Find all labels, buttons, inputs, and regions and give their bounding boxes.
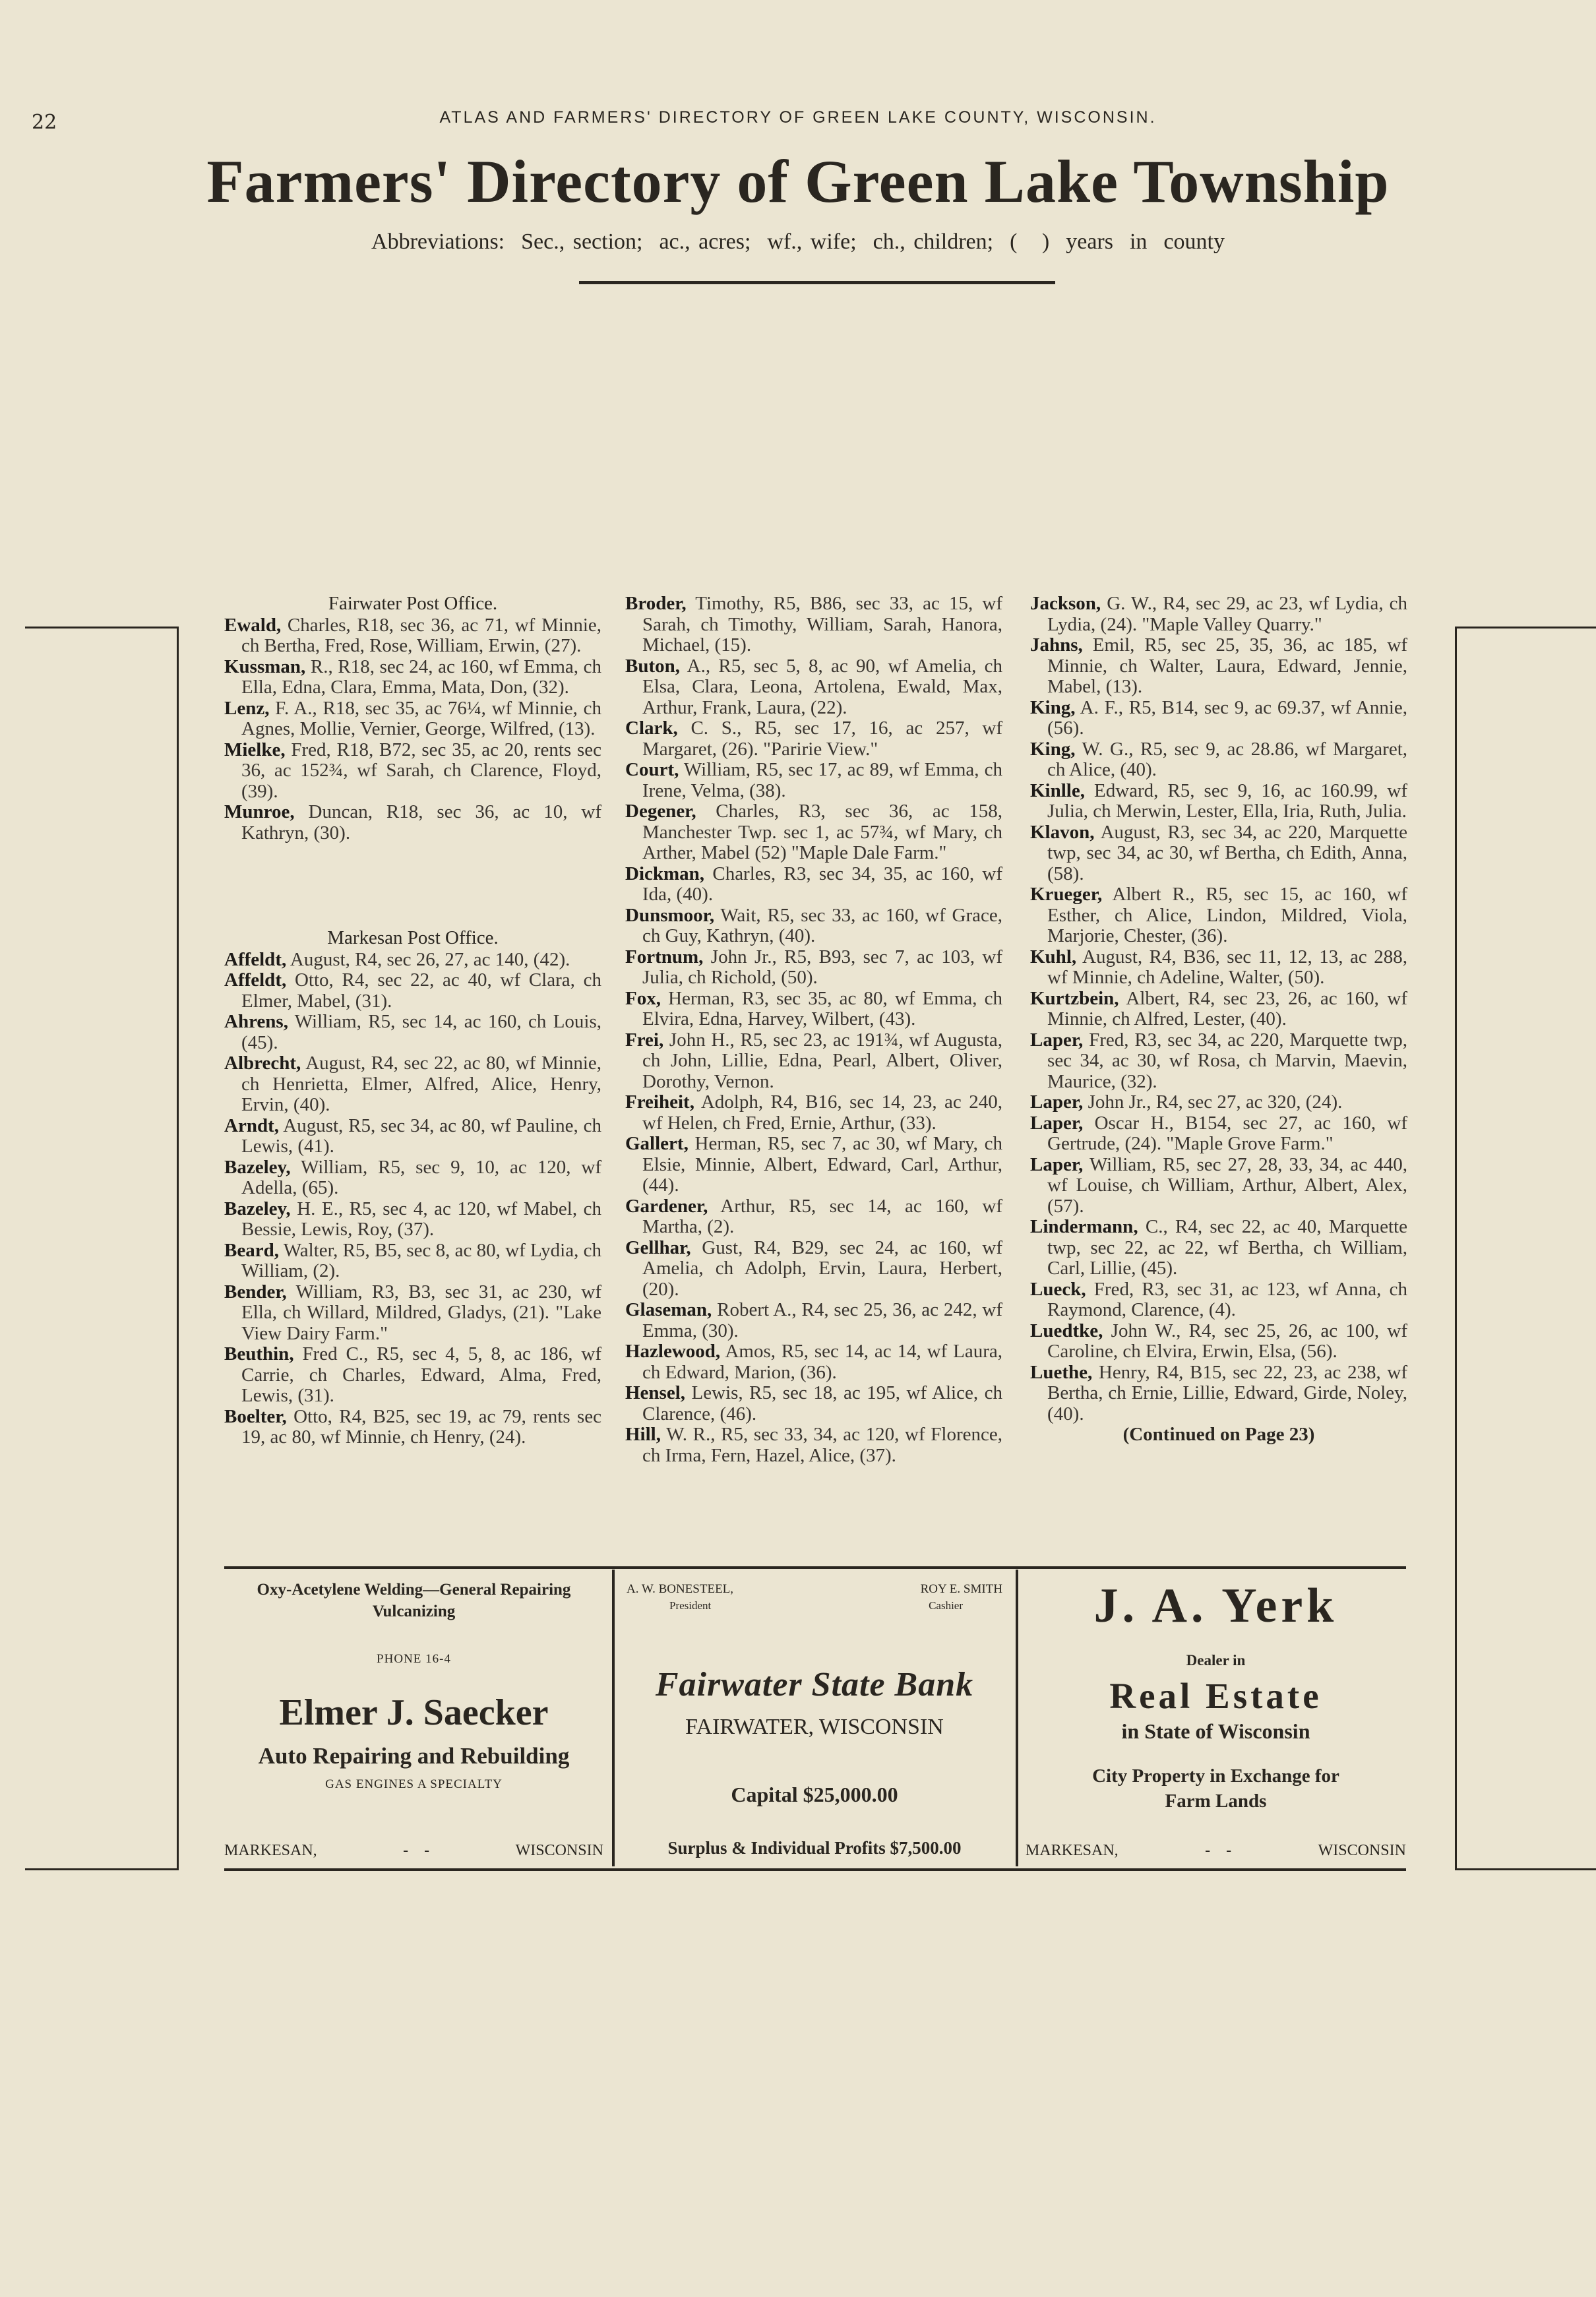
directory-entry: [625, 989, 1002, 1030]
entry-details: August, R4, sec 22, ac 80, wf Minnie, ch Henrietta, Elmer, Alfred, Alice, Henry, Ervin, (40).: [241, 1053, 601, 1115]
farmer-surname: Gallert,: [625, 1133, 689, 1154]
farmer-surname: Ewald,: [224, 614, 282, 636]
directory-entry: [1030, 1321, 1407, 1363]
right-margin-bracket: [1455, 627, 1596, 1870]
ad-business-line: Auto Repairing and Rebuilding: [258, 1743, 570, 1769]
directory-entry: [224, 740, 601, 803]
bank-cashier-title: Cashier: [929, 1599, 963, 1612]
farmer-surname: Luethe,: [1030, 1361, 1093, 1383]
directory-entry: [224, 1053, 601, 1116]
directory-entry: [1030, 989, 1407, 1030]
bank-cashier: ROY E. SMITH: [920, 1582, 1002, 1596]
entry-details: W. R., R5, sec 33, 34, ac 120, wf Florence, ch Irma, Fern, Hazel, Alice, (37).: [642, 1424, 1002, 1466]
ad-business-name: J. A. Yerk: [1093, 1579, 1338, 1633]
bank-president: A. W. BONESTEEL,: [627, 1582, 734, 1596]
entry-details: C., R4, sec 22, ac 40, Marquette twp, sec 22, ac 22, wf Bertha, ch William, Carl, Lillie, (45).: [1047, 1216, 1407, 1279]
directory-entry: [1030, 947, 1407, 989]
page-title: Farmers' Directory of Green Lake Township: [206, 148, 1390, 215]
ad-address: [224, 1842, 603, 1860]
entry-details: Wait, R5, sec 33, ac 160, wf Grace, ch Guy, Kathryn, (40).: [642, 904, 1002, 946]
directory-entry: [625, 905, 1002, 947]
farmer-surname: Jackson,: [1030, 593, 1101, 614]
directory-entry: [625, 947, 1002, 989]
directory-entry: [224, 1116, 601, 1157]
farmer-surname: Laper,: [1030, 1153, 1084, 1175]
farmer-surname: Boelter,: [224, 1405, 287, 1427]
ad-dash: - -: [1205, 1842, 1232, 1859]
entry-details: Arthur, R5, sec 14, ac 160, wf Martha, (2).: [642, 1195, 1002, 1237]
entry-details: Fred, R3, sec 31, ac 123, wf Anna, ch Raymond, Clarence, (4).: [1047, 1278, 1407, 1320]
farmer-surname: Klavon,: [1030, 821, 1095, 843]
farmer-surname: Beard,: [224, 1239, 279, 1261]
directory-entry: [625, 1424, 1002, 1466]
directory-entry: [1030, 698, 1407, 739]
entry-details: Robert A., R4, sec 25, 36, ac 242, wf Emma, (30).: [642, 1299, 1002, 1341]
bank-capital: Capital $25,000.00: [731, 1783, 898, 1806]
farmer-surname: Glaseman,: [625, 1299, 712, 1320]
directory-entry: [625, 1341, 1002, 1383]
entry-details: August, R4, sec 26, 27, ac 140, (42).: [286, 948, 570, 970]
farmer-surname: Munroe,: [224, 801, 295, 822]
entry-details: G. W., R4, sec 29, ac 23, wf Lydia, ch Lydia, (24). "Maple Valley Quarry.": [1047, 593, 1407, 635]
farmer-surname: Dunsmoor,: [625, 904, 715, 926]
directory-entry: [224, 1282, 601, 1345]
farmer-surname: Kuhl,: [1030, 946, 1077, 967]
entry-details: Walter, R5, B5, sec 8, ac 80, wf Lydia, ch William, (2).: [241, 1239, 601, 1281]
entry-details: August, R4, B36, sec 11, 12, 13, ac 288, wf Minnie, ch Adeline, Walter, (50).: [1047, 946, 1407, 988]
farmer-surname: Laper,: [1030, 1091, 1084, 1113]
farmer-surname: Laper,: [1030, 1029, 1084, 1051]
saecker-advertisement: [224, 1573, 603, 1866]
ad-divider: [612, 1570, 615, 1866]
ad-business-line: Real Estate: [1109, 1676, 1322, 1716]
directory-entry: [224, 802, 601, 843]
ad-services-line: Vulcanizing: [372, 1603, 456, 1620]
farmer-surname: Frei,: [625, 1029, 664, 1051]
entry-details: H. E., R5, sec 4, ac 120, wf Mabel, ch Bessie, Lewis, Roy, (37).: [241, 1198, 601, 1240]
directory-entry: [1030, 1092, 1407, 1113]
entry-details: Duncan, R18, sec 36, ac 10, wf Kathryn, (30).: [241, 801, 601, 843]
ad-phone: PHONE 16-4: [377, 1652, 451, 1666]
entry-details: Otto, R4, sec 22, ac 40, wf Clara, ch Elmer, Mabel, (31).: [241, 969, 601, 1012]
farmer-surname: Freiheit,: [625, 1091, 694, 1113]
directory-entry: [1030, 635, 1407, 698]
entry-details: Timothy, R5, B86, sec 33, ac 15, wf Sarah, ch Timothy, William, Sarah, Hanora, Michael, (15).: [642, 593, 1002, 656]
farmer-surname: Albrecht,: [224, 1053, 301, 1074]
directory-entry: [625, 760, 1002, 801]
farmer-surname: Dickman,: [625, 863, 705, 884]
entry-details: Albert, R4, sec 23, 26, ac 160, wf Minnie, ch Alfred, Lester, (40).: [1047, 987, 1407, 1029]
farmer-surname: King,: [1030, 696, 1076, 718]
directory-entry: [224, 970, 601, 1012]
farmer-surname: Bazeley,: [224, 1198, 291, 1219]
entry-details: Fred, R18, B72, sec 35, ac 20, rents sec 36, ac 152¾, wf Sarah, ch Clarence, Floyd, (39).: [241, 739, 601, 802]
farmer-surname: King,: [1030, 738, 1076, 760]
farmer-surname: Ahrens,: [224, 1011, 288, 1032]
farmer-surname: Hazlewood,: [625, 1341, 721, 1362]
farmer-surname: Clark,: [625, 718, 678, 739]
entry-details: Otto, R4, B25, sec 19, ac 79, rents sec 19, ac 80, wf Minnie, ch Henry, (24).: [241, 1405, 601, 1448]
directory-entry: [1030, 1113, 1407, 1155]
farmer-surname: Kinlle,: [1030, 780, 1085, 801]
directory-entry: [1030, 1363, 1407, 1425]
farmer-surname: Degener,: [625, 801, 696, 822]
entry-details: R., R18, sec 24, ac 160, wf Emma, ch Ella, Edna, Clara, Emma, Mata, Don, (32).: [241, 656, 601, 698]
ad-divider: [1016, 1570, 1018, 1866]
bank-surplus: Surplus & Individual Profits $7,500.00: [667, 1838, 962, 1858]
entry-details: William, R5, sec 9, 10, ac 120, wf Adella, (65).: [241, 1156, 601, 1198]
directory-entry: [1030, 822, 1407, 885]
farmer-surname: Hensel,: [625, 1382, 686, 1403]
yerk-advertisement: [1026, 1573, 1406, 1866]
directory-entry: [625, 1092, 1002, 1134]
entry-details: Amos, R5, sec 14, ac 14, wf Laura, ch Edward, Marion, (36).: [642, 1341, 1002, 1383]
directory-entry: [625, 594, 1002, 656]
entry-details: William, R5, sec 14, ac 160, ch Louis, (45).: [241, 1011, 601, 1053]
farmer-surname: Buton,: [625, 655, 681, 677]
entry-details: A., R5, sec 5, 8, ac 90, wf Amelia, ch Elsa, Clara, Leona, Artolena, Ewald, Max, Arthur, Frank, Laura, (22).: [642, 655, 1002, 718]
directory-entry: [1030, 781, 1407, 822]
directory-entry: [224, 657, 601, 698]
entry-details: Fred, R3, sec 34, ac 220, Marquette twp, sec 34, ac 30, wf Rosa, ch Marvin, Maevin, Maurice, (32).: [1047, 1029, 1407, 1092]
farmer-surname: Hill,: [625, 1424, 661, 1445]
ad-offer-line: Farm Lands: [1165, 1791, 1267, 1812]
farmer-surname: Lindermann,: [1030, 1216, 1138, 1237]
entry-details: Henry, R4, B15, sec 22, 23, ac 238, wf Bertha, ch Ernie, Lillie, Edward, Girde, Noley, (40).: [1047, 1361, 1407, 1424]
entry-details: John Jr., R5, B93, sec 7, ac 103, wf Julia, ch Richold, (50).: [642, 946, 1002, 988]
directory-entry: [1030, 1030, 1407, 1093]
entry-details: Adolph, R4, B16, sec 14, 23, ac 240, wf Helen, ch Fred, Ernie, Arthur, (33).: [642, 1091, 1002, 1134]
page-number: 22: [32, 111, 57, 134]
entry-details: Charles, R3, sec 34, 35, ac 160, wf Ida, (40).: [642, 863, 1002, 905]
ads-top-rule: [224, 1566, 1406, 1569]
farmer-surname: Jahns,: [1030, 634, 1083, 656]
farmer-surname: Fortnum,: [625, 946, 704, 967]
directory-column-3: [1030, 594, 1407, 1446]
farmer-surname: Krueger,: [1030, 884, 1103, 905]
title-rule: [579, 281, 1055, 284]
entry-details: Gust, R4, B29, sec 24, ac 160, wf Amelia, ch Adolph, Ervin, Laura, Herbert, (20).: [642, 1237, 1002, 1300]
farmer-surname: Kussman,: [224, 656, 306, 677]
entry-details: C. S., R5, sec 17, 16, ac 257, wf Margaret, (26). "Paririe View.": [642, 718, 1002, 760]
directory-entry: [625, 1238, 1002, 1301]
bank-officers: [620, 1582, 1009, 1597]
entry-details: Edward, R5, sec 9, 16, ac 160.99, wf Julia, ch Merwin, Lester, Ella, Iria, Ruth, Julia.: [1047, 780, 1407, 822]
directory-entry: [625, 718, 1002, 760]
farmer-surname: Beuthin,: [224, 1343, 294, 1364]
ad-services-line: Oxy-Acetylene Welding—General Repairing: [257, 1581, 571, 1599]
ad-address: [1026, 1842, 1406, 1860]
bank-advertisement: [620, 1573, 1009, 1866]
farmer-surname: Kurtzbein,: [1030, 987, 1119, 1009]
directory-entry: [1030, 594, 1407, 635]
farmer-surname: Fox,: [625, 987, 661, 1009]
entry-details: Emil, R5, sec 25, 35, 36, ac 185, wf Minnie, ch Walter, Laura, Edward, Jennie, Mabel, (13).: [1047, 634, 1407, 697]
directory-entry: [224, 615, 601, 657]
entry-details: A. F., R5, B14, sec 9, ac 69.37, wf Annie, (56).: [1047, 696, 1407, 739]
directory-entry: [1030, 1279, 1407, 1321]
directory-entry: [625, 1383, 1002, 1424]
directory-entry: [224, 1240, 601, 1282]
directory-entry: [625, 864, 1002, 905]
directory-entry: [1030, 1217, 1407, 1279]
bank-president-title: President: [669, 1599, 712, 1612]
farmer-surname: Gellhar,: [625, 1237, 691, 1258]
directory-entry: [625, 1030, 1002, 1093]
farmer-surname: Luedtke,: [1030, 1320, 1103, 1341]
ad-dash: - -: [403, 1842, 430, 1859]
farmer-surname: Bazeley,: [224, 1156, 291, 1178]
farmer-surname: Affeldt,: [224, 969, 287, 991]
bank-location: FAIRWATER, WISCONSIN: [685, 1715, 944, 1739]
directory-entry: [224, 1344, 601, 1407]
post-office-heading: Markesan Post Office.: [327, 927, 499, 948]
farmer-surname: Court,: [625, 759, 679, 780]
entry-details: Charles, R18, sec 36, ac 71, wf Minnie, ch Bertha, Fred, Rose, William, Erwin, (27).: [241, 614, 601, 656]
entry-details: W. G., R5, sec 9, ac 28.86, wf Margaret, ch Alice, (40).: [1047, 738, 1407, 780]
entry-details: Albert R., R5, sec 15, ac 160, wf Esther, ch Alice, Lindon, Mildred, Viola, Marjorie, Chester, (36).: [1047, 884, 1407, 946]
entry-details: John W., R4, sec 25, 26, ac 100, wf Caroline, ch Elvira, Erwin, Elsa, (56).: [1047, 1320, 1407, 1362]
ad-offer-line: City Property in Exchange for: [1092, 1765, 1339, 1787]
farmer-surname: Bender,: [224, 1281, 287, 1302]
directory-entry: [224, 1407, 601, 1448]
ad-city: MARKESAN,: [1026, 1842, 1119, 1859]
farmer-surname: Gardener,: [625, 1195, 708, 1217]
directory-entry: [224, 698, 601, 740]
farmer-surname: Mielke,: [224, 739, 286, 760]
directory-entry: [224, 1157, 601, 1199]
entry-details: William, R5, sec 17, ac 89, wf Emma, ch Irene, Velma, (38).: [642, 759, 1002, 801]
directory-entry: [625, 801, 1002, 864]
directory-entry: [1030, 739, 1407, 781]
entry-details: Fred C., R5, sec 4, 5, 8, ac 186, wf Carrie, ch Charles, Edward, Alma, Fred, Lewis, (31).: [241, 1343, 601, 1406]
post-office-heading: Fairwater Post Office.: [328, 593, 498, 614]
directory-entry: [625, 1134, 1002, 1196]
directory-column-2: [625, 594, 1002, 1466]
entry-details: F. A., R18, sec 35, ac 76¼, wf Minnie, ch Agnes, Mollie, Vernier, George, Wilfred, (13).: [241, 697, 601, 739]
farmer-surname: Affeldt,: [224, 948, 287, 970]
entry-details: August, R5, sec 34, ac 80, wf Pauline, ch Lewis, (41).: [241, 1115, 601, 1157]
directory-entry: [1030, 1155, 1407, 1217]
entry-details: Charles, R3, sec 36, ac 158, Manchester Twp. sec 1, ac 57¾, wf Mary, ch Arther, Mabel (52) "Maple Dale Farm.": [642, 801, 1002, 863]
entry-details: William, R3, B3, sec 31, ac 230, wf Ella, ch Willard, Mildred, Gladys, (21). "Lake View Dairy Farm.": [241, 1281, 601, 1344]
directory-entry: [224, 950, 601, 971]
directory-entry: [625, 656, 1002, 719]
ad-state: WISCONSIN: [515, 1842, 603, 1859]
entry-details: John Jr., R4, sec 27, ac 320, (24).: [1083, 1091, 1343, 1113]
bank-officer-titles: [620, 1599, 1009, 1612]
ad-specialty: GAS ENGINES A SPECIALTY: [325, 1777, 503, 1791]
entry-details: Lewis, R5, sec 18, ac 195, wf Alice, ch Clarence, (46).: [642, 1382, 1002, 1424]
farmer-surname: Broder,: [625, 593, 687, 614]
farmer-surname: Laper,: [1030, 1112, 1084, 1134]
directory-entry: [224, 1012, 601, 1053]
entry-details: William, R5, sec 27, 28, 33, 34, ac 440, wf Louise, ch William, Arthur, Albert, Alex, (57).: [1047, 1153, 1407, 1217]
bank-name: Fairwater State Bank: [655, 1666, 974, 1703]
directory-entry: [625, 1196, 1002, 1238]
left-margin-bracket: [25, 627, 179, 1870]
ads-bottom-rule: [224, 1868, 1406, 1871]
ad-state: WISCONSIN: [1318, 1842, 1406, 1859]
entry-details: August, R3, sec 34, ac 220, Marquette twp, sec 34, ac 30, wf Bertha, ch Edith, Anna, (58).: [1047, 821, 1407, 884]
entry-details: Oscar H., B154, sec 27, ac 160, wf Gertrude, (24). "Maple Grove Farm.": [1047, 1112, 1407, 1154]
continued-note: (Continued on Page 23): [1122, 1424, 1315, 1445]
entry-details: Herman, R5, sec 7, ac 30, wf Mary, ch Elsie, Minnie, Albert, Edward, Carl, Arthur, (44).: [642, 1133, 1002, 1196]
ad-business-name: Elmer J. Saecker: [279, 1692, 549, 1733]
directory-entry: [224, 1199, 601, 1240]
ad-region: in State of Wisconsin: [1121, 1719, 1310, 1743]
directory-column-1: [224, 594, 601, 1448]
entry-details: Herman, R3, sec 35, ac 80, wf Emma, ch Elvira, Edna, Harvey, Wilbert, (43).: [642, 987, 1002, 1029]
running-head: ATLAS AND FARMERS' DIRECTORY OF GREEN LAKE COUNTY, WISCONSIN.: [439, 108, 1157, 127]
abbreviations-line: Abbreviations: Sec., section; ac., acres; wf., wife; ch., children; ( ) years in county: [371, 230, 1225, 254]
directory-entry: [1030, 884, 1407, 947]
entry-details: John H., R5, sec 23, ac 191¾, wf Augusta, ch John, Lillie, Edna, Pearl, Albert, Oliver, Dorothy, Vernon.: [642, 1029, 1002, 1092]
farmer-surname: Lueck,: [1030, 1278, 1086, 1300]
ad-dealer-line: Dealer in: [1186, 1652, 1246, 1669]
ad-city: MARKESAN,: [224, 1842, 317, 1859]
directory-entry: [625, 1300, 1002, 1341]
farmer-surname: Lenz,: [224, 697, 270, 719]
farmer-surname: Arndt,: [224, 1115, 279, 1136]
